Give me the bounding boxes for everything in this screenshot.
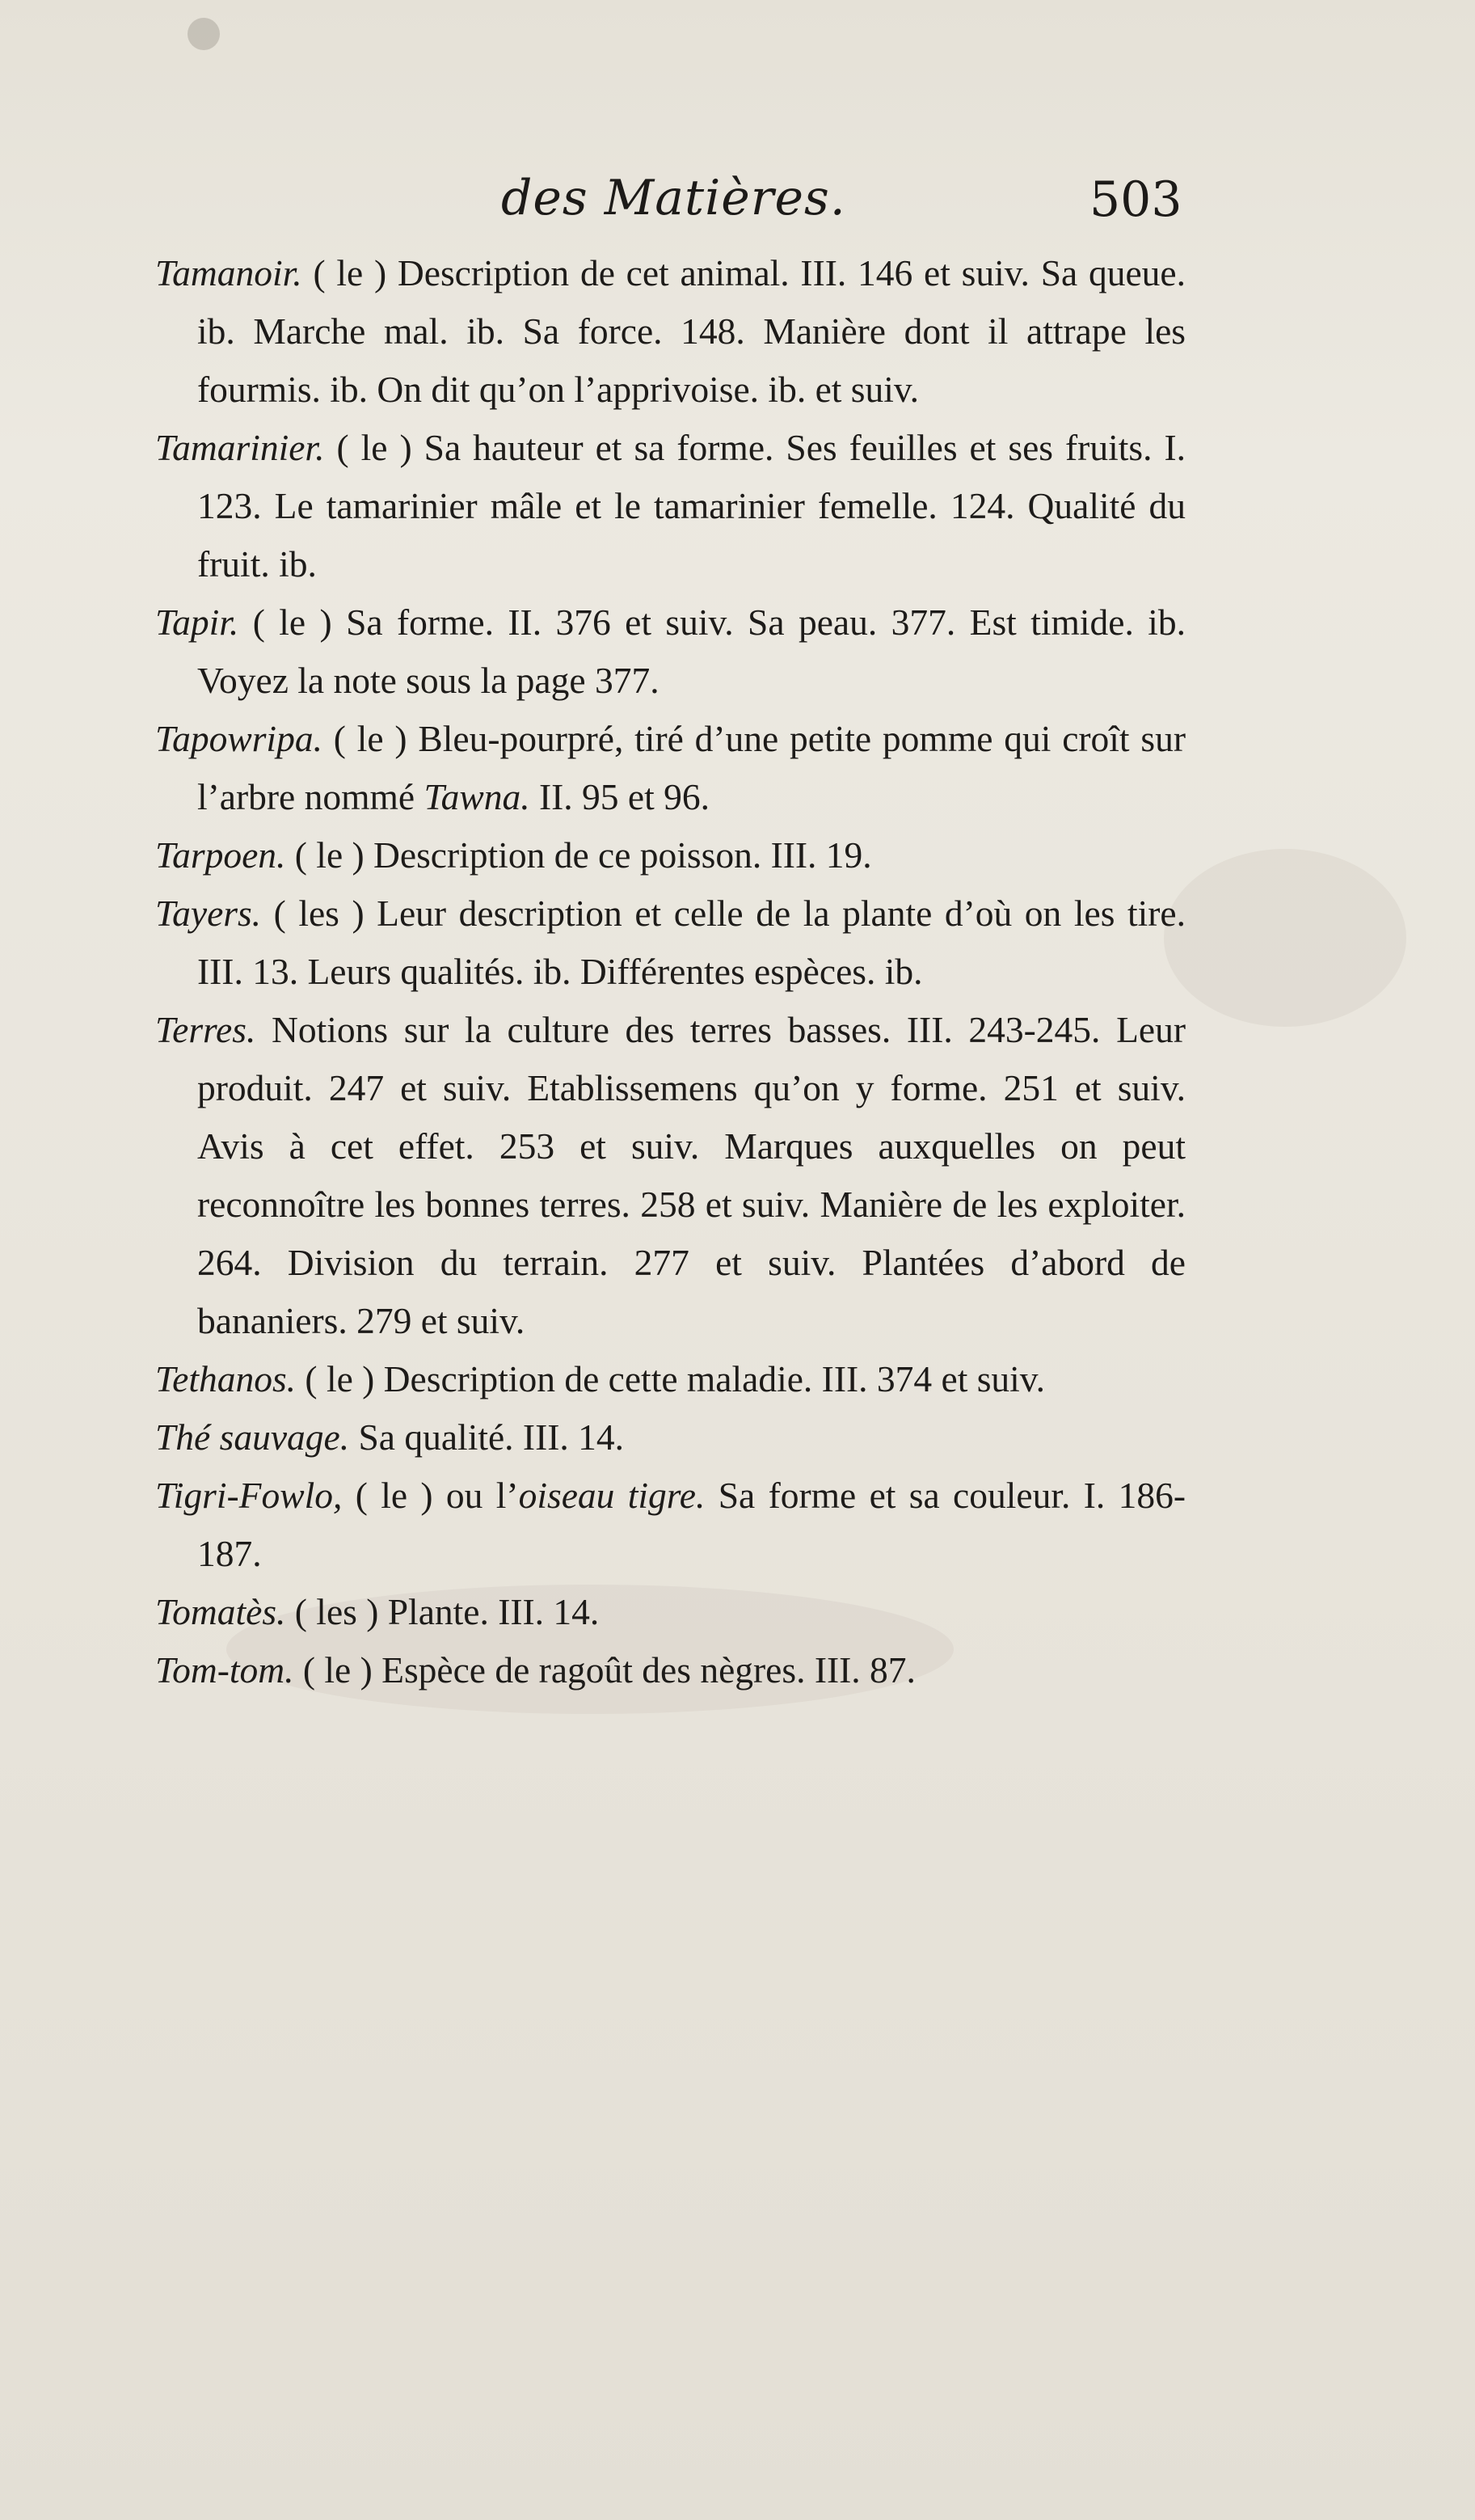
ink-spot bbox=[188, 18, 220, 50]
entry-headword: Thé sauvage. bbox=[155, 1416, 350, 1458]
entry-text: Sa qualité. III. 14. bbox=[349, 1416, 625, 1458]
entry-headword: Tethanos. bbox=[155, 1358, 297, 1399]
entry-emphasis: oiseau tigre. bbox=[518, 1475, 706, 1516]
entry-text: ( le ) Sa forme. II. 376 et suiv. Sa peau. 377. Est timide. ib. Voyez la note sous la page 377. bbox=[197, 602, 1186, 701]
entry-text: ( le ) Bleu-pourpré, tiré d’une petite pomme qui croît sur l’arbre nommé bbox=[197, 718, 1186, 817]
entry-headword: Tapir. bbox=[155, 602, 239, 643]
entry-text: ( le ) Description de cet animal. III. 146 et suiv. Sa queue. ib. Marche mal. ib. Sa force. 148. Manière dont il attrape les fourmis. ib. On dit qu’on l’apprivoise. ib. et suiv. bbox=[197, 252, 1186, 410]
entry-headword: Tapowripa. bbox=[155, 718, 322, 759]
entry-text-tail: Sa forme et sa couleur. I. 186-187. bbox=[197, 1475, 1186, 1574]
entry-headword: Tomatès. bbox=[155, 1591, 286, 1632]
entry-emphasis: Tawna. bbox=[424, 776, 530, 817]
page-header bbox=[0, 166, 1475, 230]
index-entry bbox=[155, 884, 1186, 1001]
index-entry bbox=[155, 710, 1186, 826]
entry-text: Notions sur la culture des terres basses. III. 243-245. Leur produit. 247 et suiv. Etablissemens qu’on y forme. 251 et suiv. Avis à cet effet. 253 et suiv. Marques auxquelles on peut reconnoître les bonnes terres. 258 et suiv. Manière de les exploiter. 264. Division du terrain. 277 et suiv. Plantées d’abord de bananiers. 279 et suiv. bbox=[197, 1009, 1186, 1341]
entry-text: ( le ) Description de ce poisson. III. 19. bbox=[285, 834, 872, 876]
entry-text: ( le ) Espèce de ragoût des nègres. III. 87. bbox=[293, 1649, 916, 1691]
index-entry bbox=[155, 593, 1186, 710]
running-title: des Matières. bbox=[501, 170, 846, 226]
entry-text: ( le ) Sa hauteur et sa forme. Ses feuilles et ses fruits. I. 123. Le tamarinier mâle et le tamarinier femelle. 124. Qualité du fruit. ib. bbox=[197, 427, 1186, 585]
index-entry bbox=[155, 1641, 1186, 1699]
page-number: 503 bbox=[1089, 171, 1182, 228]
entry-headword: Tigri-Fowlo, bbox=[155, 1475, 343, 1516]
index-entry bbox=[155, 826, 1186, 884]
entry-text-tail: II. 95 et 96. bbox=[529, 776, 710, 817]
entry-headword: Tamanoir. bbox=[155, 252, 302, 293]
index-entry bbox=[155, 1583, 1186, 1641]
index-entries bbox=[155, 244, 1186, 1699]
entry-headword: Tayers. bbox=[155, 893, 262, 934]
index-entry bbox=[155, 1408, 1186, 1467]
index-entry bbox=[155, 419, 1186, 593]
entry-text: ( les ) Leur description et celle de la plante d’où on les tire. III. 13. Leurs qualités. ib. Différentes espèces. ib. bbox=[197, 893, 1186, 992]
index-entry bbox=[155, 244, 1186, 419]
entry-headword: Tarpoen. bbox=[155, 834, 286, 876]
entry-text: ( le ) Description de cette maladie. III. 374 et suiv. bbox=[296, 1358, 1045, 1399]
paper-stain bbox=[1164, 849, 1406, 1027]
index-entry bbox=[155, 1001, 1186, 1350]
entry-text: ( le ) ou l’ bbox=[342, 1475, 519, 1516]
index-entry bbox=[155, 1350, 1186, 1408]
entry-headword: Terres. bbox=[155, 1009, 256, 1050]
entry-headword: Tom-tom. bbox=[155, 1649, 294, 1691]
entry-text: ( les ) Plante. III. 14. bbox=[285, 1591, 600, 1632]
entry-headword: Tamarinier. bbox=[155, 427, 325, 468]
index-entry bbox=[155, 1467, 1186, 1583]
